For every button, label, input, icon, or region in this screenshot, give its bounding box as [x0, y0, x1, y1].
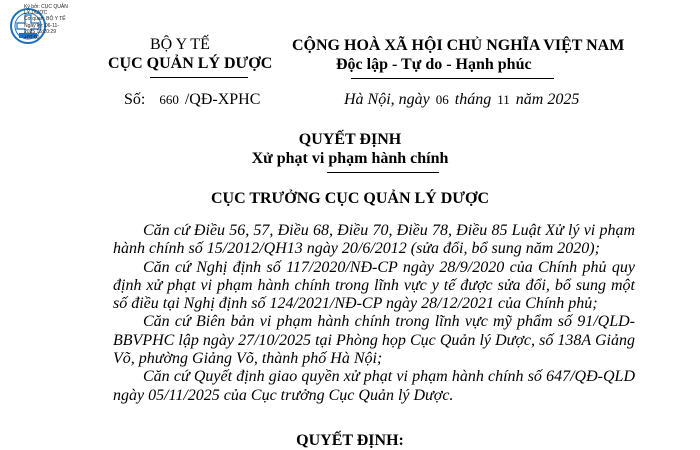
national-title: CỘNG HOÀ XÃ HỘI CHỦ NGHĨA VIỆT NAM: [292, 37, 625, 54]
document-date: [344, 91, 579, 109]
national-motto: Độc lập - Tự do - Hạnh phúc: [336, 56, 532, 73]
basis-paragraph: Căn cứ Nghị định số 117/2020/NĐ-CP ngày 28/9/2020 của Chính phủ quy định xử phạt vi phạm hành chính trong lĩnh vực y tế được sửa đổi, bổ sung một số điều tại Nghị định số 124/2021/NĐ-CP ngày 28/12/2021 của Chính phủ;: [113, 258, 635, 313]
document-number-value: 660: [159, 92, 179, 107]
basis-paragraph: Căn cứ Quyết định giao quyền xử phạt vi phạm hành chính số 647/QĐ-QLD ngày 05/11/2025 của Cục trưởng Cục Quản lý Dược.: [113, 368, 635, 404]
signature-line: 2025 16:20:29: [24, 28, 56, 35]
subtitle-underline: [327, 172, 439, 173]
signature-line: Ký bởi: CỤC QUẢN: [24, 4, 68, 10]
basis-paragraph: Căn cứ Biên bản vi phạm hành chính trong lĩnh vực mỹ phẩm số 91/QLD-BBVPHC lập ngày 27/10/2025 tại Phòng họp Cục Quản lý Dược, số 138A Giảng Võ, phường Giảng Võ, thành phố Hà Nội;: [113, 313, 635, 368]
signature-line: Cơ quan: BỘ Y TẾ: [24, 16, 66, 23]
agency-underline: [150, 77, 248, 78]
signature-line: LÝ DƯỢC: [24, 10, 48, 17]
date-year: năm 2025: [515, 91, 580, 108]
date-month-word: tháng: [454, 91, 492, 108]
issuing-authority: CỤC TRƯỞNG CỤC QUẢN LÝ DƯỢC: [210, 190, 490, 207]
document-number-suffix: /QĐ-XPHC: [184, 91, 261, 108]
document-title: QUYẾT ĐỊNH: [298, 131, 402, 148]
date-day: 06: [435, 92, 449, 107]
basis-paragraph: Căn cứ Điều 56, 57, Điều 68, Điều 70, Điều 78, Điều 85 Luật Xử lý vi phạm hành chính số 15/2012/QH13 ngày 20/6/2012 (sửa đổi, bổ sung năm 2020);: [113, 222, 635, 258]
date-prefix: Hà Nội, ngày: [344, 91, 430, 108]
motto-underline: [351, 78, 554, 79]
ministry-name: BỘ Y TẾ: [150, 36, 210, 53]
agency-name: CỤC QUẢN LÝ DƯỢC: [108, 55, 273, 72]
document-subtitle: Xử phạt vi phạm hành chính: [251, 150, 449, 167]
document-number-prefix: Số:: [124, 91, 146, 108]
signature-line: Ngày ký: 06-11-: [24, 22, 59, 29]
signature-line: +07:00: [24, 35, 40, 42]
signature-metadata: [24, 4, 68, 41]
date-month: 11: [497, 92, 510, 107]
document-number: [124, 91, 260, 109]
legal-basis: [113, 222, 635, 405]
decision-heading: QUYẾT ĐỊNH:: [296, 432, 404, 449]
